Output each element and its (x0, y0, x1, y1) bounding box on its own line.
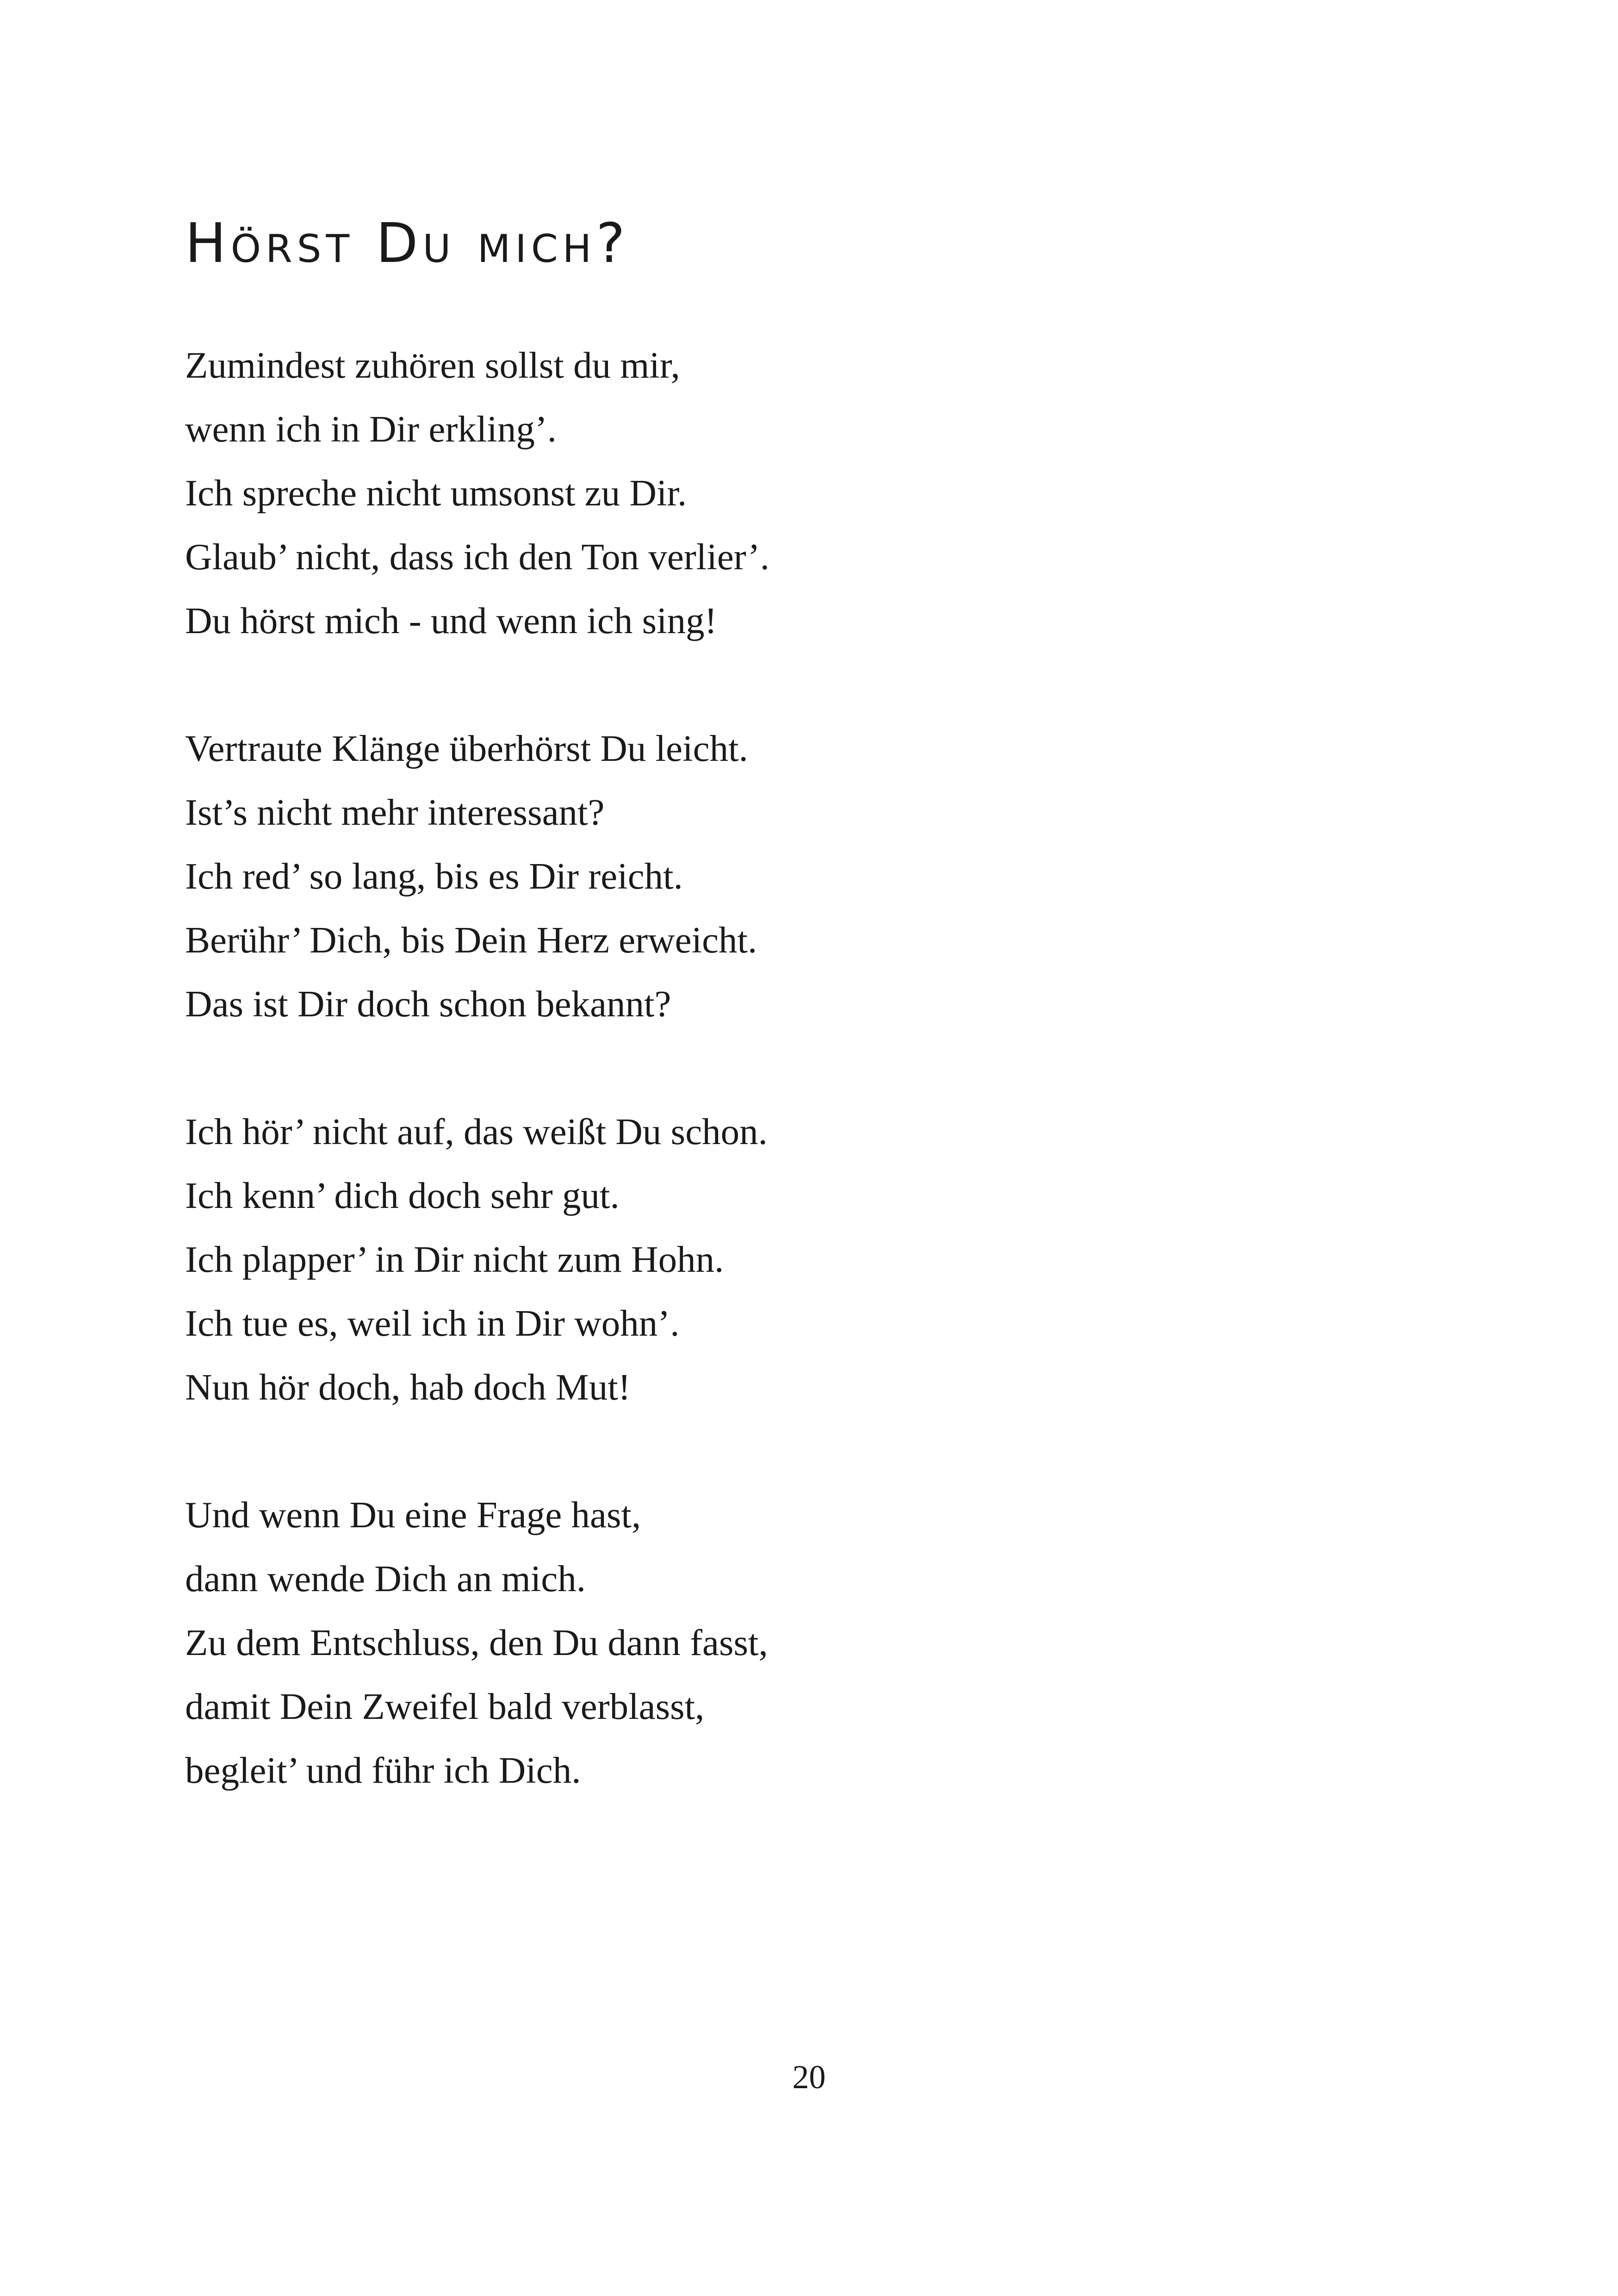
poem-line: damit Dein Zweifel bald verblasst, (185, 1686, 705, 1727)
poem-line: Ich red’ so lang, bis es Dir reicht. (185, 855, 683, 897)
poem-line: Und wenn Du eine Frage hast, (185, 1494, 641, 1536)
stanza-4 (185, 1483, 1434, 1802)
poem-line: dann wende Dich an mich. (185, 1558, 586, 1599)
stanza-2 (185, 716, 1434, 1036)
poem-line: Du hörst mich - und wenn ich sing! (185, 600, 717, 641)
poem-line: Ich plapper’ in Dir nicht zum Hohn. (185, 1238, 724, 1280)
page-number: 20 (792, 2059, 826, 2096)
poem-line: Berühr’ Dich, bis Dein Herz erweicht. (185, 919, 757, 961)
poem-line: Nun hör doch, hab doch Mut! (185, 1366, 631, 1408)
stanza-3 (185, 1100, 1434, 1419)
poem-line: Zumindest zuhören sollst du mir, (185, 344, 680, 386)
stanza-1 (185, 333, 1434, 653)
poem-line: Zu dem Entschluss, den Du dann fasst, (185, 1622, 768, 1663)
poem-line: begleit’ und führ ich Dich. (185, 1749, 581, 1791)
poem-title: Hörst Du mich? (185, 211, 630, 275)
poem-line: Vertraute Klänge überhörst Du leicht. (185, 728, 748, 769)
poem-line: Glaub’ nicht, dass ich den Ton verlier’. (185, 536, 769, 578)
poem-line: wenn ich in Dir erkling’. (185, 408, 557, 450)
poem-line: Ist’s nicht mehr interessant? (185, 791, 605, 833)
poem-line: Das ist Dir doch schon bekannt? (185, 983, 671, 1025)
poem-line: Ich kenn’ dich doch sehr gut. (185, 1175, 620, 1216)
poem-line: Ich tue es, weil ich in Dir wohn’. (185, 1302, 680, 1344)
poem-line: Ich hör’ nicht auf, das weißt Du schon. (185, 1111, 768, 1152)
poem-line: Ich spreche nicht umsonst zu Dir. (185, 472, 687, 514)
poem-body (185, 333, 1434, 1866)
